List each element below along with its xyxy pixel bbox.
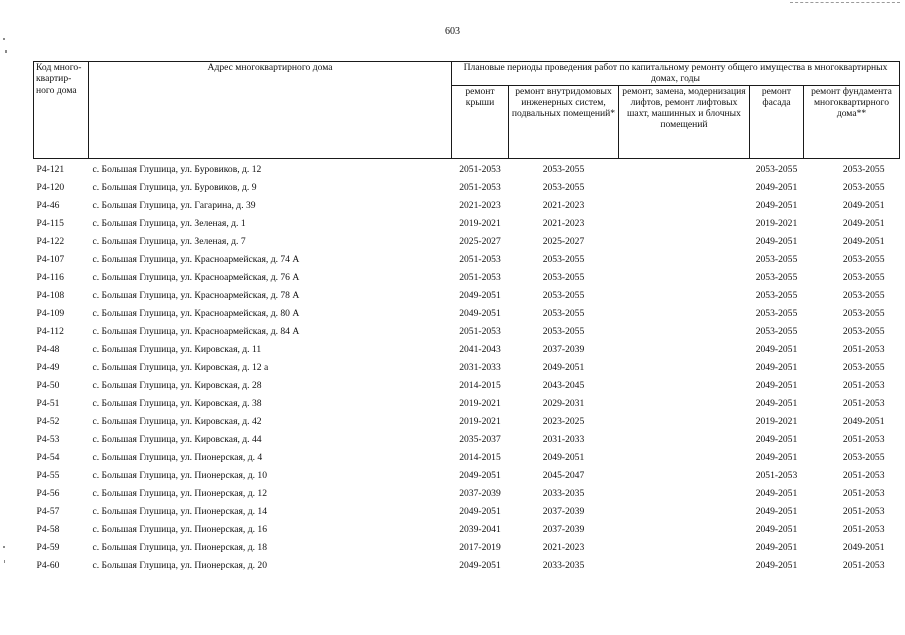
table-row [34, 341, 900, 359]
cell-roof: 2039-2041 [459, 524, 501, 536]
cell-code: Р4-52 [36, 416, 60, 428]
cell-facade: 2049-2051 [755, 452, 798, 464]
cell-facade: 2049-2051 [755, 236, 798, 248]
cell-systems: 2021-2023 [542, 200, 585, 212]
cell-systems: 2053-2055 [542, 290, 585, 302]
cell-systems: 2049-2051 [542, 362, 585, 374]
cell-address: с. Большая Глушица, ул. Красноармейская, д. 84 А [92, 326, 300, 338]
cell-facade: 2053-2055 [755, 254, 798, 266]
cell-foundation: 2053-2055 [842, 182, 885, 194]
cell-foundation: 2051-2053 [842, 488, 885, 500]
cell-systems: 2053-2055 [542, 164, 585, 176]
cell-facade: 2049-2051 [755, 200, 798, 212]
cell-systems: 2053-2055 [542, 254, 585, 266]
cell-roof: 2019-2021 [459, 398, 501, 410]
cell-foundation: 2049-2051 [842, 542, 885, 554]
cell-code: Р4-107 [36, 254, 65, 266]
table-row [34, 323, 900, 341]
cell-foundation: 2051-2053 [842, 344, 885, 356]
cell-elevators [619, 159, 750, 180]
cell-address: с. Большая Глушица, ул. Зеленая, д. 7 [92, 236, 246, 248]
table-row [34, 215, 900, 233]
table-row [34, 377, 900, 395]
cell-elevators [619, 395, 750, 413]
cell-facade: 2049-2051 [755, 398, 798, 410]
cell-roof: 2049-2051 [459, 470, 501, 482]
cell-roof: 2049-2051 [459, 308, 501, 320]
cell-foundation: 2051-2053 [842, 560, 885, 572]
cell-systems: 2033-2035 [542, 560, 585, 572]
table-row [34, 159, 900, 180]
cell-systems: 2033-2035 [542, 488, 585, 500]
cell-facade: 2049-2051 [755, 380, 798, 392]
cell-facade: 2053-2055 [755, 290, 798, 302]
cell-elevators [619, 179, 750, 197]
cell-code: Р4-49 [36, 362, 60, 374]
cell-facade: 2049-2051 [755, 182, 798, 194]
cell-address: с. Большая Глушица, ул. Гагарина, д. 39 [92, 200, 256, 212]
cell-foundation: 2053-2055 [842, 290, 885, 302]
cell-facade: 2049-2051 [755, 344, 798, 356]
cell-elevators [619, 269, 750, 287]
cell-systems: 2037-2039 [542, 506, 585, 518]
cell-systems: 2053-2055 [542, 182, 585, 194]
table-row [34, 233, 900, 251]
cell-code: Р4-115 [36, 218, 64, 230]
cell-systems: 2029-2031 [542, 398, 585, 410]
cell-roof: 2014-2015 [459, 452, 501, 464]
cell-address: с. Большая Глушица, ул. Зеленая, д. 1 [92, 218, 246, 230]
table-row [34, 251, 900, 269]
header-foundation: ремонт фундамента многоквартирного дома** [804, 85, 900, 158]
cell-foundation: 2051-2053 [842, 506, 885, 518]
scan-speck-3 [3, 546, 5, 548]
cell-systems: 2053-2055 [542, 326, 585, 338]
cell-code: Р4-53 [36, 434, 60, 446]
cell-systems: 2031-2033 [542, 434, 585, 446]
cell-roof: 2014-2015 [459, 380, 501, 392]
cell-elevators [619, 431, 750, 449]
cell-address: с. Большая Глушица, ул. Кировская, д. 38 [92, 398, 262, 410]
cell-systems: 2037-2039 [542, 524, 585, 536]
table-row [34, 431, 900, 449]
cell-foundation: 2051-2053 [842, 434, 885, 446]
cell-roof: 2031-2033 [459, 362, 501, 374]
cell-code: Р4-50 [36, 380, 60, 392]
cell-roof: 2017-2019 [459, 542, 501, 554]
cell-elevators [619, 251, 750, 269]
header-facade: ремонт фасада [750, 85, 804, 158]
header-periods: Плановые периоды проведения работ по капитальному ремонту общего имущества в многоквартирных домах, годы [452, 62, 900, 86]
cell-facade: 2019-2021 [755, 218, 798, 230]
cell-code: Р4-59 [36, 542, 60, 554]
cell-roof: 2051-2053 [459, 326, 501, 338]
cell-foundation: 2049-2051 [842, 416, 885, 428]
cell-code: Р4-120 [36, 182, 65, 194]
cell-elevators [619, 287, 750, 305]
cell-facade: 2049-2051 [755, 524, 798, 536]
table-row [34, 179, 900, 197]
table-row [34, 539, 900, 557]
cell-address: с. Большая Глушица, ул. Кировская, д. 42 [92, 416, 262, 428]
scan-speck-2 [5, 50, 7, 53]
cell-systems: 2021-2023 [542, 218, 585, 230]
cell-elevators [619, 215, 750, 233]
cell-address: с. Большая Глушица, ул. Пионерская, д. 12 [92, 488, 267, 500]
cell-roof: 2051-2053 [459, 272, 501, 284]
cell-systems: 2023-2025 [542, 416, 585, 428]
cell-elevators [619, 377, 750, 395]
cell-code: Р4-55 [36, 470, 60, 482]
cell-address: с. Большая Глушица, ул. Буровиков, д. 12 [92, 164, 262, 176]
top-edge-line [790, 2, 900, 3]
cell-elevators [619, 305, 750, 323]
cell-roof: 2019-2021 [459, 218, 501, 230]
cell-facade: 2049-2051 [755, 434, 798, 446]
cell-code: Р4-51 [36, 398, 60, 410]
cell-facade: 2049-2051 [755, 560, 798, 572]
cell-elevators [619, 341, 750, 359]
cell-elevators [619, 503, 750, 521]
cell-facade: 2049-2051 [755, 362, 798, 374]
cell-roof: 2041-2043 [459, 344, 501, 356]
cell-elevators [619, 413, 750, 431]
cell-foundation: 2053-2055 [842, 254, 885, 266]
cell-facade: 2053-2055 [755, 164, 798, 176]
cell-foundation: 2051-2053 [842, 470, 885, 482]
scan-speck-4 [4, 560, 5, 563]
table-row [34, 197, 900, 215]
cell-foundation: 2051-2053 [842, 524, 885, 536]
cell-code: Р4-122 [36, 236, 65, 248]
cell-code: Р4-48 [36, 344, 60, 356]
cell-address: с. Большая Глушица, ул. Кировская, д. 44 [92, 434, 262, 446]
cell-code: Р4-60 [36, 560, 60, 572]
cell-address: с. Большая Глушица, ул. Буровиков, д. 9 [92, 182, 257, 194]
cell-facade: 2049-2051 [755, 488, 798, 500]
table-row [34, 305, 900, 323]
cell-address: с. Большая Глушица, ул. Красноармейская, д. 74 А [92, 254, 300, 266]
cell-roof: 2021-2023 [459, 200, 501, 212]
cell-address: с. Большая Глушица, ул. Кировская, д. 28 [92, 380, 262, 392]
page-number: 603 [445, 26, 460, 37]
scan-speck-1 [3, 38, 5, 40]
cell-elevators [619, 539, 750, 557]
cell-elevators [619, 467, 750, 485]
cell-foundation: 2051-2053 [842, 380, 885, 392]
cell-code: Р4-46 [36, 200, 60, 212]
table-row [34, 395, 900, 413]
table-row [34, 503, 900, 521]
cell-address: с. Большая Глушица, ул. Пионерская, д. 20 [92, 560, 267, 572]
cell-foundation: 2053-2055 [842, 452, 885, 464]
cell-code: Р4-57 [36, 506, 60, 518]
cell-roof: 2051-2053 [459, 164, 501, 176]
cell-facade: 2053-2055 [755, 308, 798, 320]
cell-address: с. Большая Глушица, ул. Пионерская, д. 14 [92, 506, 267, 518]
cell-roof: 2051-2053 [459, 254, 501, 266]
cell-code: Р4-116 [36, 272, 64, 284]
cell-elevators [619, 233, 750, 251]
cell-code: Р4-58 [36, 524, 60, 536]
cell-address: с. Большая Глушица, ул. Пионерская, д. 10 [92, 470, 267, 482]
cell-elevators [619, 521, 750, 539]
cell-elevators [619, 197, 750, 215]
cell-facade: 2053-2055 [755, 326, 798, 338]
table-body [34, 159, 900, 576]
cell-elevators [619, 557, 750, 575]
cell-facade: 2019-2021 [755, 416, 798, 428]
cell-systems: 2045-2047 [542, 470, 585, 482]
cell-roof: 2025-2027 [459, 236, 501, 248]
header-address: Адрес многоквартирного дома [89, 62, 452, 159]
cell-foundation: 2051-2053 [842, 398, 885, 410]
cell-systems: 2053-2055 [542, 308, 585, 320]
cell-facade: 2049-2051 [755, 506, 798, 518]
cell-facade: 2051-2053 [755, 470, 798, 482]
cell-foundation: 2053-2055 [842, 326, 885, 338]
cell-address: с. Большая Глушица, ул. Кировская, д. 11 [92, 344, 262, 356]
cell-address: с. Большая Глушица, ул. Пионерская, д. 4 [92, 452, 263, 464]
cell-systems: 2053-2055 [542, 272, 585, 284]
cell-facade: 2049-2051 [755, 542, 798, 554]
table-row [34, 413, 900, 431]
cell-address: с. Большая Глушица, ул. Красноармейская, д. 76 А [92, 272, 300, 284]
cell-address: с. Большая Глушица, ул. Пионерская, д. 18 [92, 542, 267, 554]
cell-code: Р4-56 [36, 488, 60, 500]
cell-address: с. Большая Глушица, ул. Красноармейская, д. 80 А [92, 308, 300, 320]
cell-address: с. Большая Глушица, ул. Кировская, д. 12 а [92, 362, 269, 374]
cell-foundation: 2049-2051 [842, 218, 885, 230]
cell-systems: 2049-2051 [542, 452, 585, 464]
cell-foundation: 2053-2055 [842, 164, 885, 176]
cell-roof: 2049-2051 [459, 560, 501, 572]
cell-systems: 2021-2023 [542, 542, 585, 554]
cell-systems: 2043-2045 [542, 380, 585, 392]
cell-code: Р4-112 [36, 326, 64, 338]
cell-systems: 2025-2027 [542, 236, 585, 248]
table-row [34, 521, 900, 539]
cell-roof: 2035-2037 [459, 434, 501, 446]
table-row [34, 467, 900, 485]
cell-elevators [619, 323, 750, 341]
header-roof: ремонт крыши [452, 85, 509, 158]
capital-repair-table [33, 61, 900, 575]
cell-code: Р4-109 [36, 308, 65, 320]
table-row [34, 359, 900, 377]
table-row [34, 485, 900, 503]
header-elevators: ремонт, замена, модернизация лифтов, ремонт лифтовых шахт, машинных и блочных помещений [619, 85, 750, 158]
cell-elevators [619, 449, 750, 467]
table-row [34, 449, 900, 467]
cell-elevators [619, 359, 750, 377]
cell-code: Р4-54 [36, 452, 60, 464]
header-systems: ремонт внутридомовых инженерных систем, подвальных помещений* [509, 85, 619, 158]
cell-elevators [619, 485, 750, 503]
cell-foundation: 2049-2051 [842, 236, 885, 248]
cell-foundation: 2053-2055 [842, 308, 885, 320]
header-code: Код много-квартир-ного дома [34, 62, 89, 159]
cell-facade: 2053-2055 [755, 272, 798, 284]
cell-foundation: 2053-2055 [842, 272, 885, 284]
table-row [34, 287, 900, 305]
cell-code: Р4-108 [36, 290, 65, 302]
table-row [34, 269, 900, 287]
cell-roof: 2049-2051 [459, 506, 501, 518]
cell-foundation: 2053-2055 [842, 362, 885, 374]
cell-roof: 2037-2039 [459, 488, 501, 500]
table-row [34, 557, 900, 575]
cell-address: с. Большая Глушица, ул. Красноармейская, д. 78 А [92, 290, 300, 302]
cell-code: Р4-121 [36, 164, 65, 176]
cell-roof: 2051-2053 [459, 182, 501, 194]
cell-address: с. Большая Глушица, ул. Пионерская, д. 16 [92, 524, 267, 536]
cell-roof: 2019-2021 [459, 416, 501, 428]
cell-roof: 2049-2051 [459, 290, 501, 302]
cell-foundation: 2049-2051 [842, 200, 885, 212]
header-row-1 [34, 62, 900, 86]
cell-systems: 2037-2039 [542, 344, 585, 356]
